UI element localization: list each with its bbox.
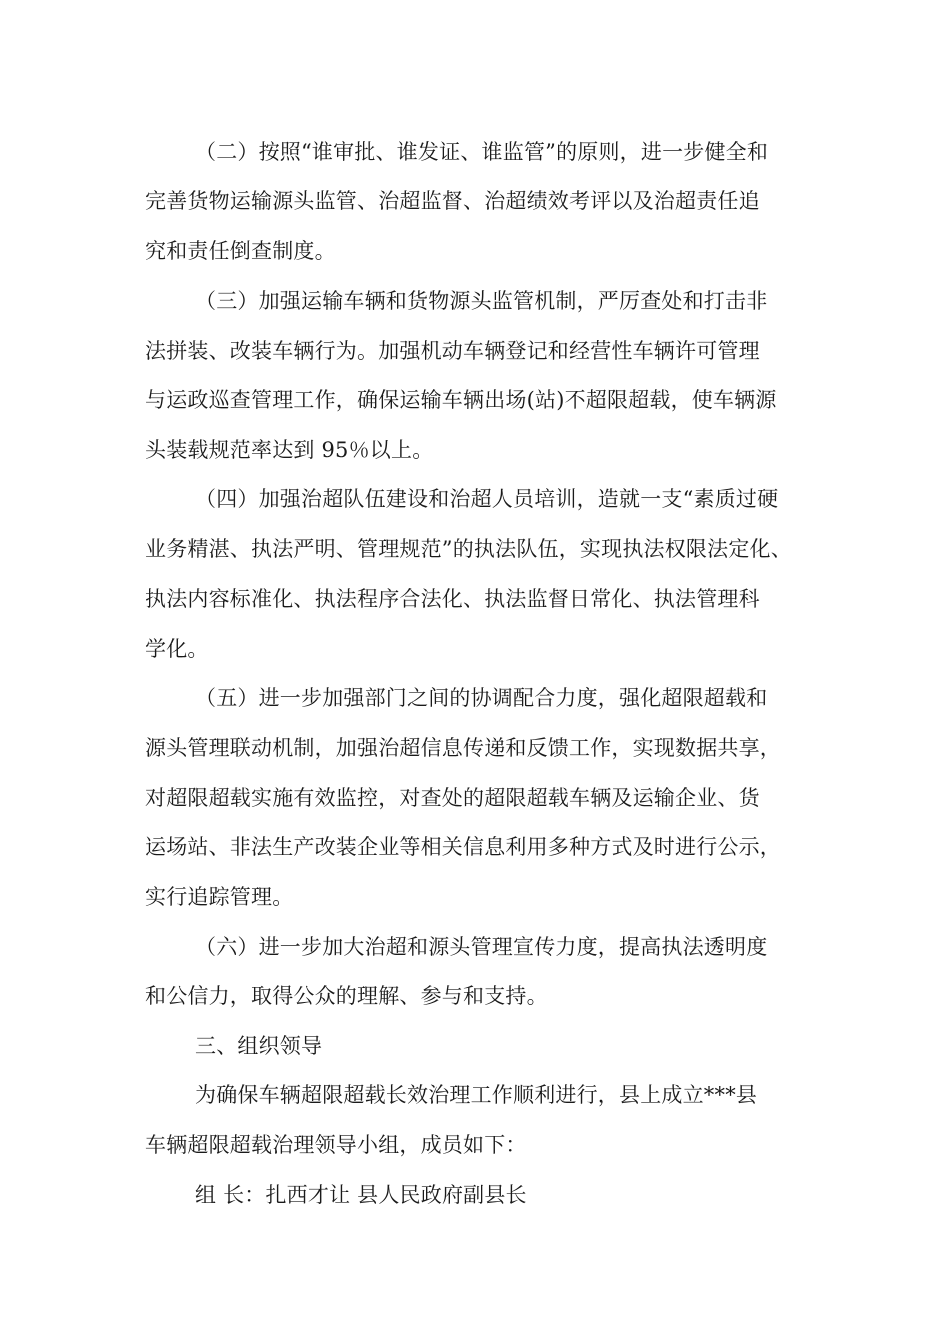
paragraph-4-line-4: 学化。 <box>145 637 209 661</box>
intro-line-2: 车辆超限超载治理领导小组，成员如下： <box>145 1133 527 1157</box>
paragraph-5-line-3: 对超限超载实施有效监控，对查处的超限超载车辆及运输企业、货 <box>145 786 760 810</box>
paragraph-5-line-4: 运场站、非法生产改装企业等相关信息利用多种方式及时进行公示， <box>145 835 781 859</box>
paragraph-2-line-2: 完善货物运输源头监管、治超监督、治超绩效考评以及治超责任追 <box>145 189 760 213</box>
leader-line: 组 长：扎西才让 县人民政府副县长 <box>195 1183 527 1207</box>
paragraph-3-line-1: （三）加强运输车辆和货物源头监管机制，严厉查处和打击非 <box>195 289 768 313</box>
paragraph-5-line-1: （五）进一步加强部门之间的协调配合力度，强化超限超载和 <box>195 686 768 710</box>
paragraph-4-line-2: 业务精湛、执法严明、管理规范”的执法队伍，实现执法权限法定化、 <box>145 537 792 561</box>
section-heading: 三、组织领导 <box>195 1034 323 1058</box>
paragraph-3-line-4: 头装载规范率达到 95％以上。 <box>145 438 434 462</box>
paragraph-5-line-5: 实行追踪管理。 <box>145 885 294 909</box>
paragraph-4-line-1: （四）加强治超队伍建设和治超人员培训，造就一支“素质过硬 <box>195 487 779 511</box>
paragraph-4-line-3: 执法内容标准化、执法程序合法化、执法监督日常化、执法管理科 <box>145 587 760 611</box>
paragraph-6-line-1: （六）进一步加大治超和源头管理宣传力度，提高执法透明度 <box>195 935 768 959</box>
paragraph-3-line-2: 法拼装、改装车辆行为。加强机动车辆登记和经营性车辆许可管理 <box>145 339 760 363</box>
paragraph-2-line-3: 究和责任倒查制度。 <box>145 239 336 263</box>
paragraph-5-line-2: 源头管理联动机制，加强治超信息传递和反馈工作，实现数据共享， <box>145 736 781 760</box>
intro-line-1: 为确保车辆超限超载长效治理工作顺利进行，县上成立***县 <box>195 1083 758 1107</box>
paragraph-6-line-2: 和公信力，取得公众的理解、参与和支持。 <box>145 984 548 1008</box>
paragraph-2-line-1: （二）按照“谁审批、谁发证、谁监管”的原则，进一步健全和 <box>195 140 769 164</box>
paragraph-3-line-3: 与运政巡查管理工作，确保运输车辆出场(站)不超限超载，使车辆源 <box>145 388 777 412</box>
